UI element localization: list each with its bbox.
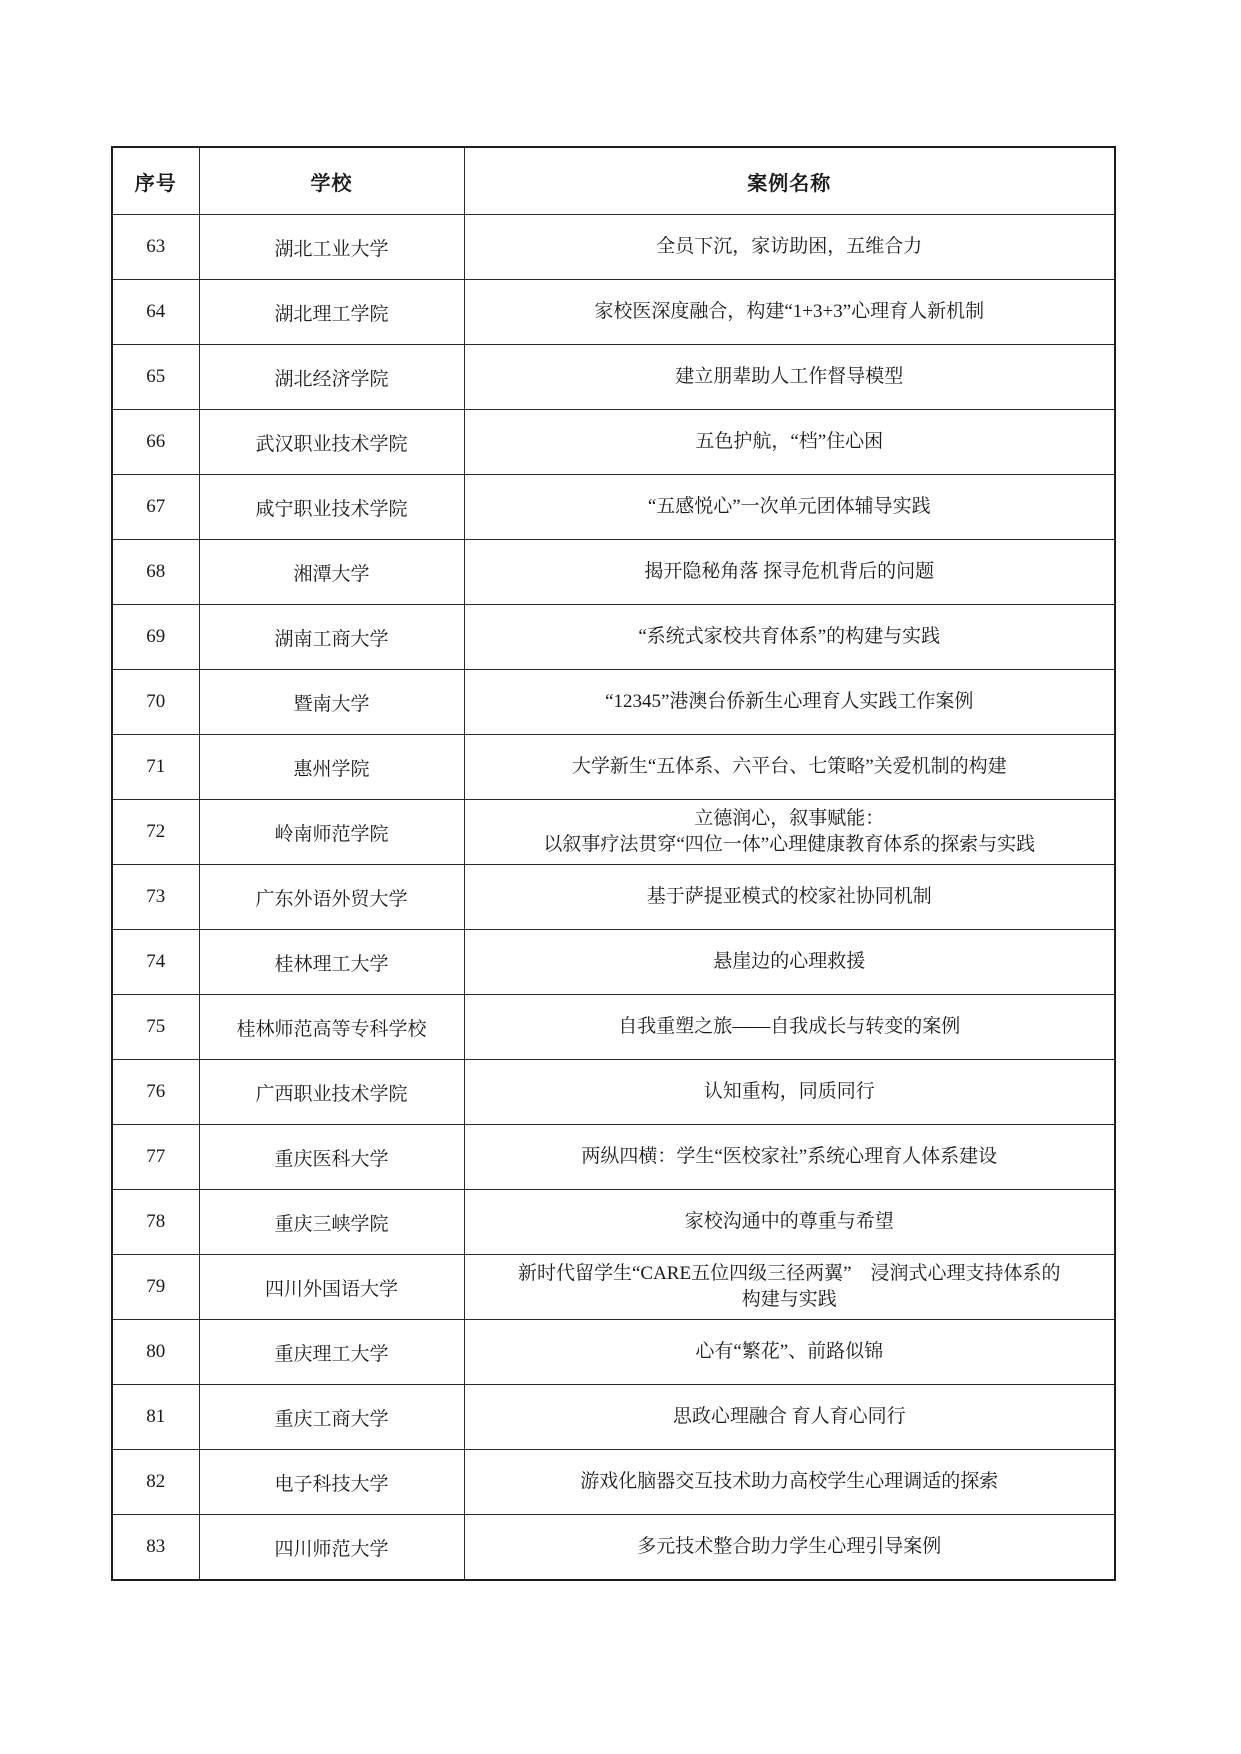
school-cell: 四川师范大学: [199, 1515, 464, 1581]
case-name-cell: [464, 280, 1115, 345]
serial-cell: 78: [112, 1190, 199, 1255]
case-name-line: “系统式家校共育体系”的构建与实践: [638, 626, 941, 647]
table-row: [112, 930, 1115, 995]
case-name-cell: [464, 1255, 1115, 1320]
case-name-cell: [464, 475, 1115, 540]
school-cell: 广西职业技术学院: [199, 1060, 464, 1125]
case-name-cell: [464, 1515, 1115, 1581]
case-name-cell: [464, 735, 1115, 800]
serial-cell: 69: [112, 605, 199, 670]
case-name-cell: [464, 1450, 1115, 1515]
table-row: [112, 1450, 1115, 1515]
table-row: [112, 1385, 1115, 1450]
serial-cell: 76: [112, 1060, 199, 1125]
case-name-cell: [464, 865, 1115, 930]
case-name-cell: [464, 540, 1115, 605]
school-cell: 湘潭大学: [199, 540, 464, 605]
table-row: [112, 280, 1115, 345]
case-name-line: 新时代留学生“CARE五位四级三径两翼” 浸润式心理支持体系的: [517, 1263, 1061, 1284]
serial-cell: 80: [112, 1320, 199, 1385]
case-name-cell: [464, 1060, 1115, 1125]
case-name-cell: [464, 1320, 1115, 1385]
case-name-line: 揭开隐秘角落 探寻危机背后的问题: [644, 561, 935, 582]
header-row: [112, 147, 1115, 215]
school-cell: 武汉职业技术学院: [199, 410, 464, 475]
school-cell: 湖南工商大学: [199, 605, 464, 670]
table-row: [112, 800, 1115, 865]
serial-cell: 83: [112, 1515, 199, 1581]
table-row: [112, 345, 1115, 410]
serial-cell: 64: [112, 280, 199, 345]
case-name-line: 基于萨提亚模式的校家社协同机制: [646, 886, 932, 907]
case-name-cell: [464, 345, 1115, 410]
col-header-case-name: 案例名称: [464, 147, 1115, 215]
serial-cell: 66: [112, 410, 199, 475]
case-name-line: 思政心理融合 育人育心同行: [672, 1406, 906, 1427]
table-row: [112, 670, 1115, 735]
case-name-line: 构建与实践: [741, 1289, 837, 1310]
case-name-line: 立德润心，叙事赋能：: [694, 808, 885, 829]
case-name-line: 心有“繁花”、前路似锦: [695, 1341, 884, 1362]
case-name-line: 多元技术整合助力学生心理引导案例: [637, 1536, 942, 1557]
table-row: [112, 475, 1115, 540]
case-name-line: 家校沟通中的尊重与希望: [684, 1211, 894, 1232]
school-cell: 电子科技大学: [199, 1450, 464, 1515]
col-header-school: 学校: [199, 147, 464, 215]
case-name-line: 自我重塑之旅——自我成长与转变的案例: [618, 1016, 961, 1037]
table-row: [112, 1515, 1115, 1581]
school-cell: 重庆理工大学: [199, 1320, 464, 1385]
school-cell: 广东外语外贸大学: [199, 865, 464, 930]
serial-cell: 70: [112, 670, 199, 735]
school-cell: 湖北工业大学: [199, 215, 464, 280]
table-row: [112, 1125, 1115, 1190]
school-cell: 湖北理工学院: [199, 280, 464, 345]
table-row: [112, 1255, 1115, 1320]
serial-cell: 82: [112, 1450, 199, 1515]
serial-cell: 63: [112, 215, 199, 280]
case-name-line: 两纵四横：学生“医校家社”系统心理育人体系建设: [581, 1146, 998, 1167]
school-cell: 咸宁职业技术学院: [199, 475, 464, 540]
serial-cell: 77: [112, 1125, 199, 1190]
table-row: [112, 215, 1115, 280]
school-cell: 四川外国语大学: [199, 1255, 464, 1320]
school-cell: 重庆医科大学: [199, 1125, 464, 1190]
table-row: [112, 865, 1115, 930]
table-row: [112, 540, 1115, 605]
case-name-line: 以叙事疗法贯穿“四位一体”心理健康教育体系的探索与实践: [543, 834, 1036, 855]
table-row: [112, 410, 1115, 475]
case-name-line: 大学新生“五体系、六平台、七策略”关爱机制的构建: [571, 756, 1007, 777]
case-name-cell: [464, 215, 1115, 280]
case-name-line: 全员下沉，家访助困，五维合力: [656, 236, 923, 257]
case-name-cell: [464, 1190, 1115, 1255]
case-name-line: “五感悦心”一次单元团体辅导实践: [647, 496, 931, 517]
school-cell: 重庆三峡学院: [199, 1190, 464, 1255]
serial-cell: 79: [112, 1255, 199, 1320]
case-name-cell: [464, 930, 1115, 995]
table-row: [112, 1320, 1115, 1385]
table-row: [112, 735, 1115, 800]
school-cell: 桂林师范高等专科学校: [199, 995, 464, 1060]
case-name-line: 家校医深度融合，构建“1+3+3”心理育人新机制: [594, 301, 985, 322]
school-cell: 湖北经济学院: [199, 345, 464, 410]
table-row: [112, 995, 1115, 1060]
serial-cell: 65: [112, 345, 199, 410]
school-cell: 桂林理工大学: [199, 930, 464, 995]
serial-cell: 75: [112, 995, 199, 1060]
table-header: [112, 147, 1115, 215]
table-row: [112, 1060, 1115, 1125]
case-name-line: 游戏化脑器交互技术助力高校学生心理调适的探索: [580, 1471, 999, 1492]
serial-cell: 67: [112, 475, 199, 540]
case-table: [111, 146, 1116, 1581]
school-cell: 惠州学院: [199, 735, 464, 800]
case-name-line: 悬崖边的心理救援: [713, 951, 866, 972]
case-name-cell: [464, 995, 1115, 1060]
case-name-cell: [464, 670, 1115, 735]
case-name-cell: [464, 1385, 1115, 1450]
case-name-line: “12345”港澳台侨新生心理育人实践工作案例: [605, 691, 974, 712]
serial-cell: 71: [112, 735, 199, 800]
serial-cell: 81: [112, 1385, 199, 1450]
col-header-serial: 序号: [112, 147, 199, 215]
case-name-line: 认知重构，同质同行: [703, 1081, 875, 1102]
table-row: [112, 1190, 1115, 1255]
serial-cell: 68: [112, 540, 199, 605]
school-cell: 岭南师范学院: [199, 800, 464, 865]
serial-cell: 74: [112, 930, 199, 995]
case-name-line: 五色护航，“档”住心困: [695, 431, 884, 452]
table-row: [112, 605, 1115, 670]
case-name-cell: [464, 410, 1115, 475]
case-name-line: 建立朋辈助人工作督导模型: [675, 366, 904, 387]
serial-cell: 73: [112, 865, 199, 930]
case-name-cell: [464, 1125, 1115, 1190]
school-cell: 重庆工商大学: [199, 1385, 464, 1450]
serial-cell: 72: [112, 800, 199, 865]
school-cell: 暨南大学: [199, 670, 464, 735]
case-name-cell: [464, 800, 1115, 865]
table-body: [112, 215, 1115, 1581]
case-name-cell: [464, 605, 1115, 670]
